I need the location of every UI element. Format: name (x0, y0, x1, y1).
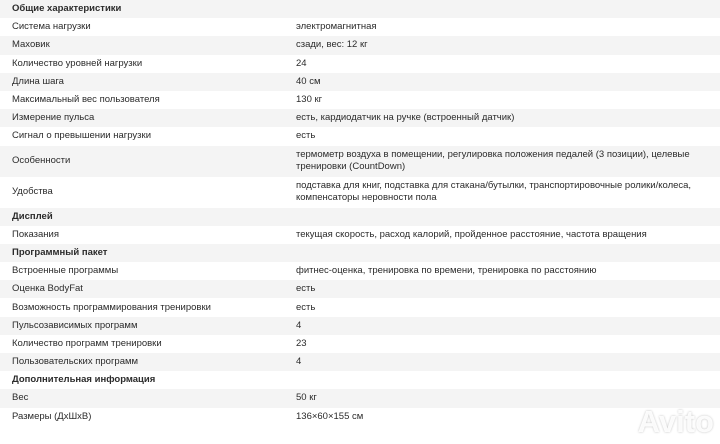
spec-row (0, 317, 720, 335)
spec-row (0, 262, 720, 280)
spec-label: Количество уровней нагрузки (12, 57, 143, 69)
spec-label: Встроенные программы (12, 265, 119, 277)
spec-row (0, 91, 720, 109)
section-header (0, 208, 720, 226)
avito-watermark (599, 404, 714, 440)
spec-label: Возможность программирования тренировки (12, 301, 211, 313)
spec-row (0, 177, 720, 208)
spec-row (0, 55, 720, 73)
section-title: Дополнительная информация (12, 374, 156, 386)
spec-row (0, 109, 720, 127)
spec-value: подставка для книг, подставка для стакана/бутылки, транспортировочные ролики/колеса, компенсаторы неровности пола (296, 180, 692, 203)
spec-label: Пользовательских программ (12, 356, 139, 368)
spec-value: текущая скорость, расход калорий, пройденное расстояние, частота вращения (296, 228, 647, 240)
section-header (0, 0, 720, 18)
section-title: Общие характеристики (12, 3, 122, 15)
section-title: Дисплей (12, 210, 53, 222)
spec-value: 4 (296, 356, 302, 368)
spec-value: 50 кг (296, 392, 317, 404)
section-title: Программный пакет (12, 246, 108, 258)
spec-row (0, 280, 720, 298)
spec-label: Максимальный вес пользователя (12, 94, 160, 106)
spec-value: есть (296, 283, 316, 295)
spec-label: Длина шага (12, 75, 64, 87)
section-header (0, 244, 720, 262)
spec-row (0, 298, 720, 316)
spec-label: Особенности (12, 155, 71, 166)
spec-row (0, 335, 720, 353)
section-header (0, 371, 720, 389)
spec-value: есть, кардиодатчик на ручке (встроенный датчик) (296, 112, 515, 124)
spec-value: 4 (296, 319, 302, 331)
spec-row (0, 127, 720, 145)
spec-label: Показания (12, 228, 59, 240)
spec-value: электромагнитная (296, 21, 377, 33)
spec-value: 40 см (296, 75, 321, 87)
spec-row (0, 226, 720, 244)
spec-value: сзади, вес: 12 кг (296, 39, 368, 51)
spec-label: Сигнал о превышении нагрузки (12, 130, 151, 142)
spec-label: Количество программ тренировки (12, 337, 162, 349)
watermark-text: Avito (637, 404, 714, 439)
spec-value: термометр воздуха в помещении, регулировка положения педалей (3 позиции), целевые тренировки (CountDown) (296, 149, 690, 172)
spec-label: Маховик (12, 39, 50, 51)
spec-label: Пульсозависимых программ (12, 319, 138, 331)
spec-label: Оценка BodyFat (12, 283, 83, 295)
spec-value: есть (296, 130, 316, 142)
spec-value: 136×60×155 см (296, 410, 364, 422)
spec-row (0, 146, 720, 177)
spec-row (0, 353, 720, 371)
spec-label: Измерение пульса (12, 112, 95, 124)
spec-label: Удобства (12, 186, 53, 197)
avito-logo-icon (599, 407, 635, 437)
spec-label: Вес (12, 392, 29, 404)
spec-label: Система нагрузки (12, 21, 91, 33)
spec-row (0, 36, 720, 54)
spec-value: 23 (296, 337, 307, 349)
spec-row (0, 18, 720, 36)
spec-value: есть (296, 301, 316, 313)
spec-row (0, 73, 720, 91)
spec-value: 130 кг (296, 94, 323, 106)
spec-value: фитнес-оценка, тренировка по времени, тренировка по расстоянию (296, 265, 597, 277)
spec-label: Размеры (ДхШхВ) (12, 410, 92, 422)
spec-value: 24 (296, 57, 307, 69)
